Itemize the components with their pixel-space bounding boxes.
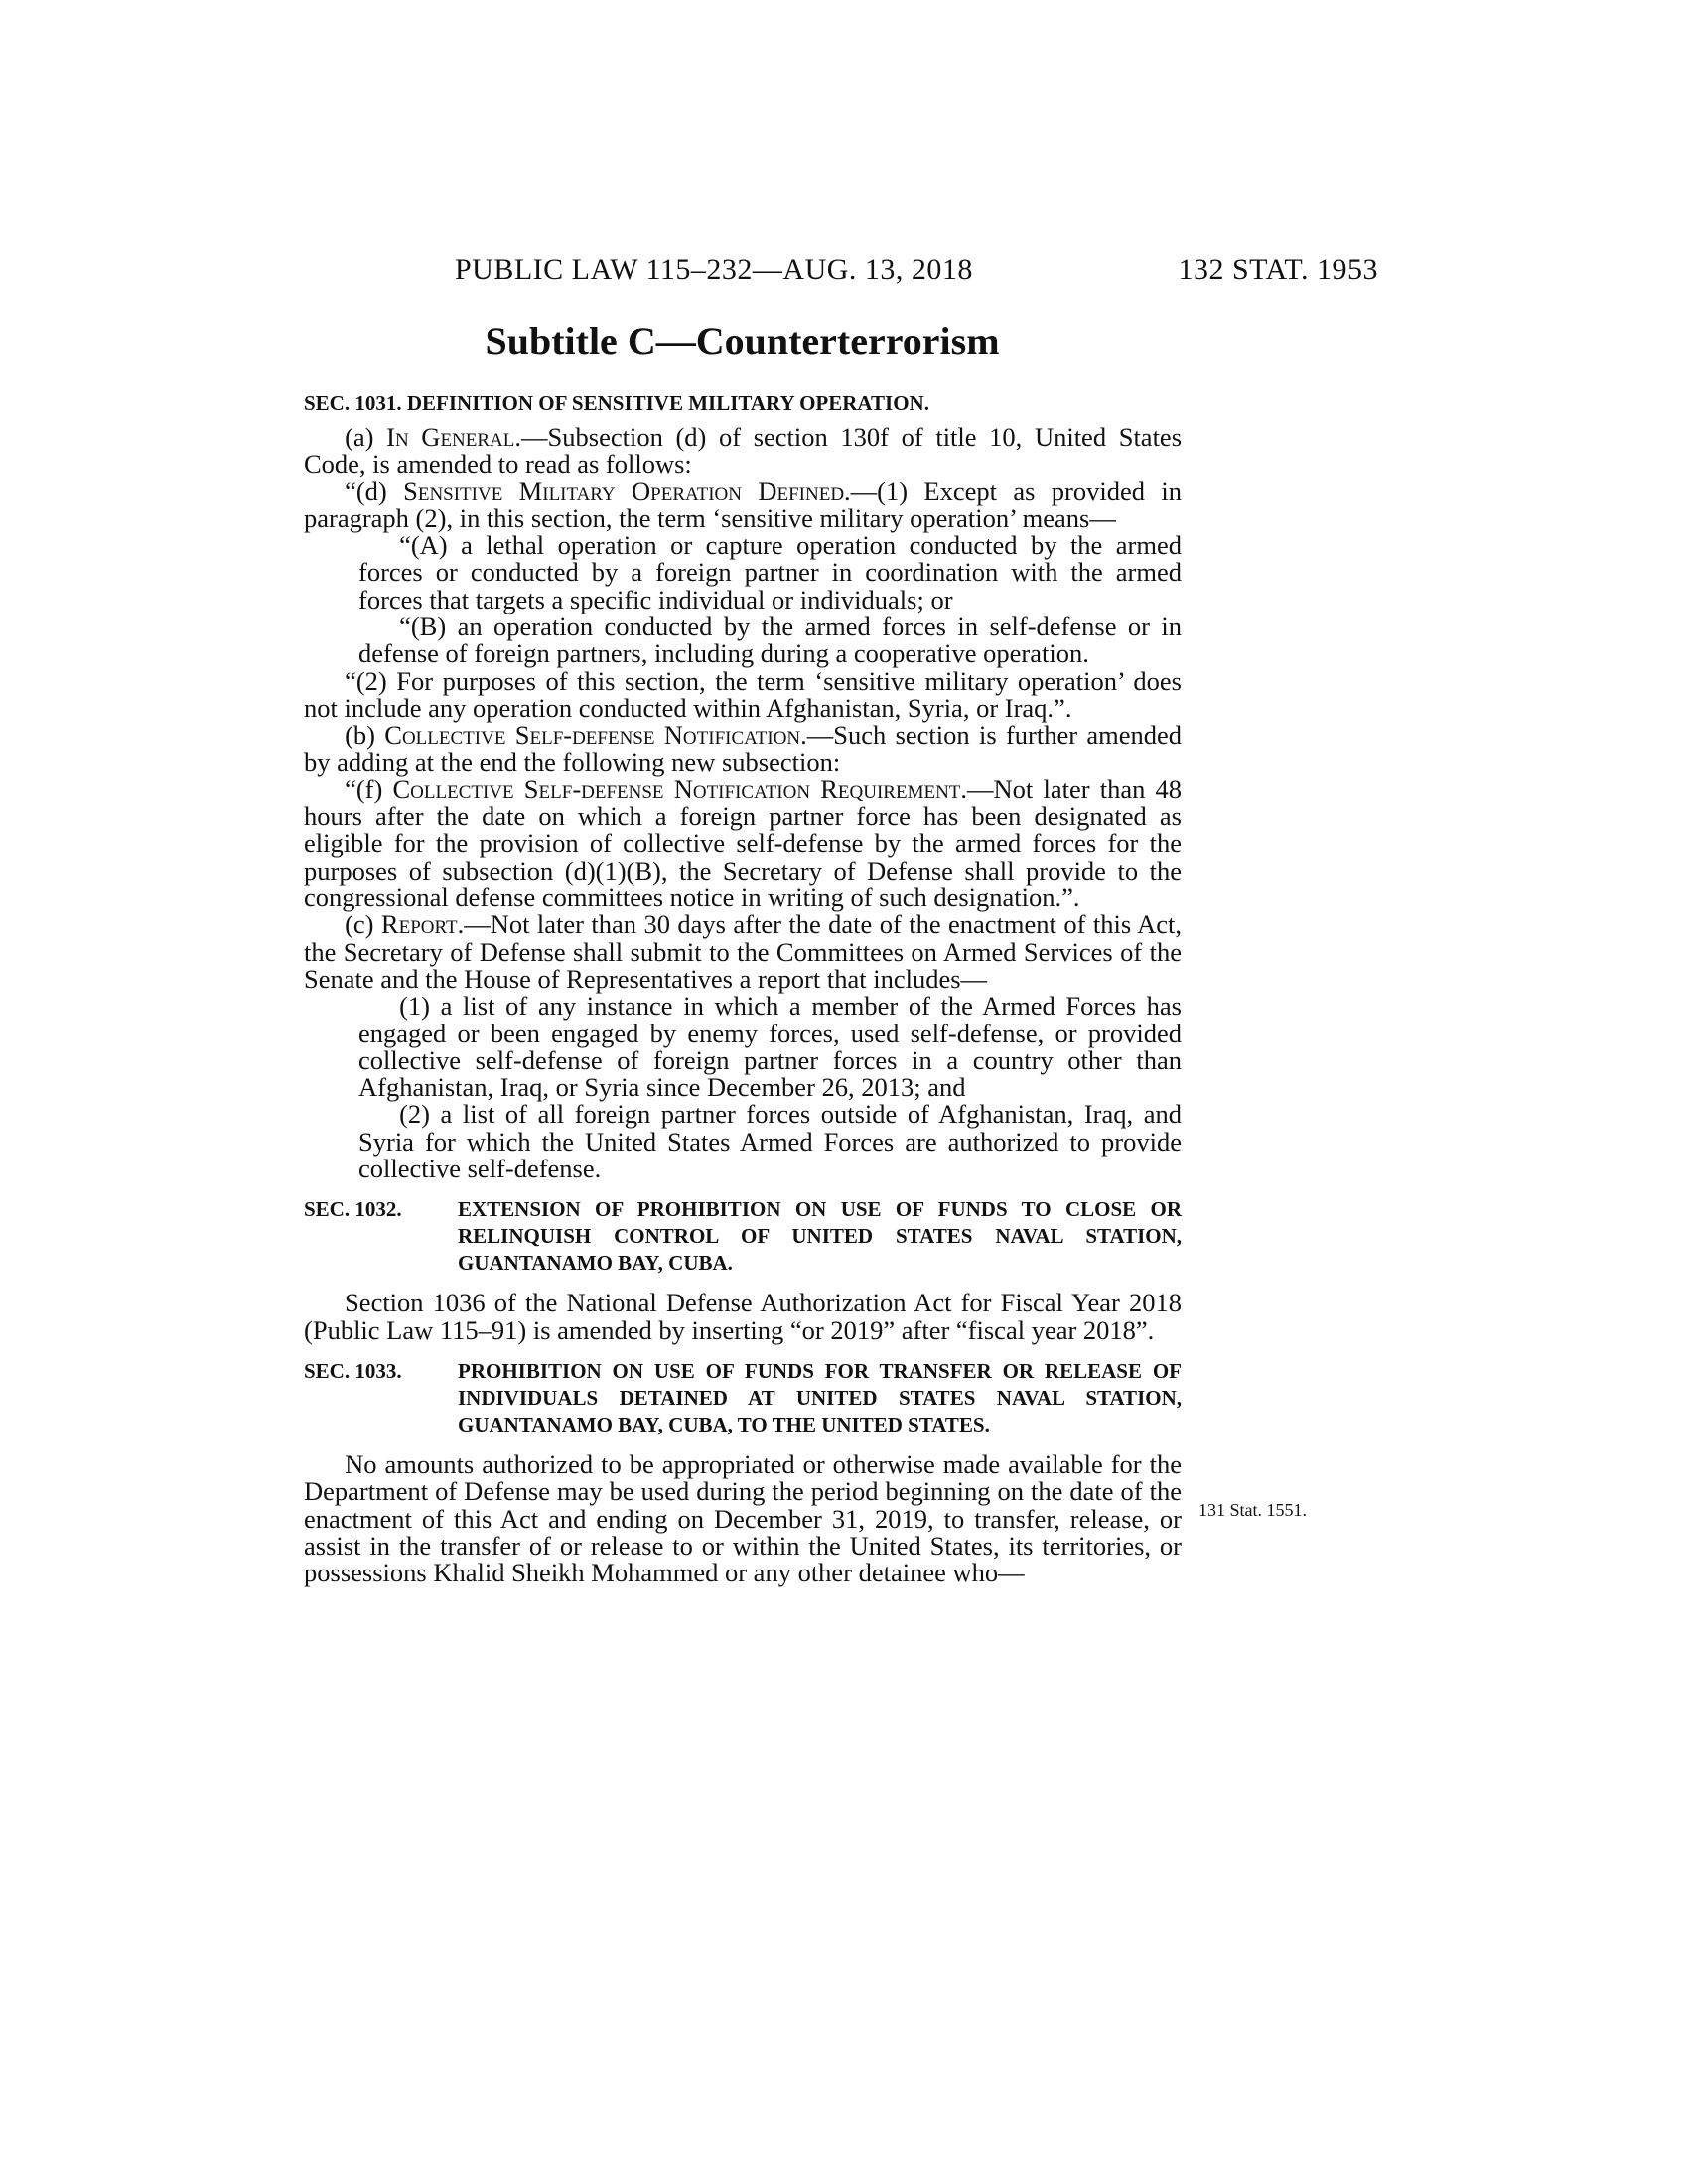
paragraph-f-text: —Not later than 48 hours after the date on which a foreign partner force has been designated as eligible for the provision of collective self-defense by the armed forces for the purposes of subsection (d)(1)(B), the Secretary of Defense shall provide to the congressional defense committees notice in writing of such designation.”. bbox=[304, 773, 1183, 913]
paragraph-f-caption: Collective Self-defense Notification Requirement. bbox=[392, 773, 968, 804]
paragraph-f bbox=[304, 773, 1183, 913]
section-1033-heading bbox=[304, 1358, 1182, 1438]
running-head bbox=[455, 253, 1378, 293]
paragraph-b-caption: Collective Self-defense Notification. bbox=[384, 720, 807, 751]
paragraph-d-caption: Sensitive Military Operation Defined. bbox=[403, 476, 851, 506]
paragraph-a-text: —Subsection (d) of section 130f of title 10, United States Code, is amended to read as follows: bbox=[304, 422, 1183, 479]
paragraph-b-label: (b) bbox=[345, 720, 385, 751]
subparagraph-A: “(A) a lethal operation or capture operation conducted by the armed forces or conducted by a foreign partner in coordination with the armed forces that targets a specific individual or individuals; or bbox=[358, 530, 1182, 614]
paragraph-c-1: (1) a list of any instance in which a member of the Armed Forces has engaged or been engaged by enemy forces, used self-defense, or provided collective self-defense of foreign partner forces in a country other than Afghanistan, Iraq, or Syria since December 26, 2013; and bbox=[358, 991, 1182, 1103]
statute-page-number: 132 STAT. 1953 bbox=[1178, 253, 1378, 286]
section-1032-text: Section 1036 of the National Defense Authorization Act for Fiscal Year 2018 (Public Law 115–91) is amended by inserting “or 2019” after “fiscal year 2018”. bbox=[304, 1288, 1182, 1345]
body-text bbox=[304, 390, 1182, 1586]
paragraph-c-2: (2) a list of all foreign partner forces outside of Afghanistan, Iraq, and Syria for which the United States Armed Forces are authorized to provide collective self-defense. bbox=[358, 1099, 1182, 1184]
paragraph-b bbox=[304, 722, 1182, 776]
section-1032-title: EXTENSION OF PROHIBITION ON USE OF FUNDS TO CLOSE OR RELINQUISH CONTROL OF UNITED STATES NAVAL STATION, GUANTANAMO BAY, CUBA. bbox=[458, 1197, 1182, 1276]
paragraph-b-text: —Such section is further amended by adding at the end the following new subsection: bbox=[304, 720, 1182, 777]
paragraph-c-text: —Not later than 30 days after the date of the enactment of this Act, the Secretary of Defense shall submit to the Committees on Armed Services of the Senate and the House of Representatives a report that includes— bbox=[304, 909, 1182, 994]
subparagraph-B: “(B) an operation conducted by the armed forces in self-defense or in defense of foreign partners, including during a cooperative operation. bbox=[358, 612, 1182, 669]
section-1032-number: SEC. 1032. bbox=[304, 1197, 402, 1222]
section-1033-number: SEC. 1033. bbox=[304, 1358, 402, 1383]
section-1033-title: PROHIBITION ON USE OF FUNDS FOR TRANSFER OR RELEASE OF INDIVIDUALS DETAINED AT UNITED STATES NAVAL STATION, GUANTANAMO BAY, CUBA, TO THE UNITED STATES. bbox=[458, 1358, 1182, 1436]
paragraph-f-label: “(f) bbox=[345, 773, 393, 804]
margin-note-citation: 131 Stat. 1551. bbox=[1198, 1500, 1308, 1520]
paragraph-c-caption: Report. bbox=[380, 909, 465, 940]
public-law-citation: PUBLIC LAW 115–232—AUG. 13, 2018 bbox=[455, 253, 973, 286]
paragraph-a-caption: In General. bbox=[386, 422, 522, 452]
paragraph-c bbox=[304, 911, 1182, 993]
paragraph-a bbox=[304, 424, 1182, 478]
section-1031-heading: SEC. 1031. DEFINITION OF SENSITIVE MILITARY OPERATION. bbox=[304, 391, 929, 415]
paragraph-a-label: (a) bbox=[345, 422, 387, 452]
paragraph-d-text: —(1) Except as provided in paragraph (2), in this section, the term ‘sensitive military operation’ means— bbox=[304, 476, 1182, 533]
subtitle-heading: Subtitle C—Counterterrorism bbox=[485, 319, 1000, 363]
section-1033-text: No amounts authorized to be appropriated or otherwise made available for the Department of Defense may be used during the period beginning on the date of the enactment of this Act and ending on December 31, 2019, to transfer, release, or assist in the transfer of or release to or within the United States, its territories, or possessions Khalid Sheikh Mohammed or any other detainee who— bbox=[304, 1448, 1182, 1588]
section-1032-heading bbox=[304, 1196, 1182, 1277]
paragraph-d bbox=[304, 478, 1182, 533]
paragraph-d-label: “(d) bbox=[345, 476, 404, 506]
paragraph-2: “(2) For purposes of this section, the term ‘sensitive military operation’ does not include any operation conducted within Afghanistan, Syria, or Iraq.”. bbox=[304, 665, 1182, 723]
paragraph-c-label: (c) bbox=[345, 909, 381, 940]
